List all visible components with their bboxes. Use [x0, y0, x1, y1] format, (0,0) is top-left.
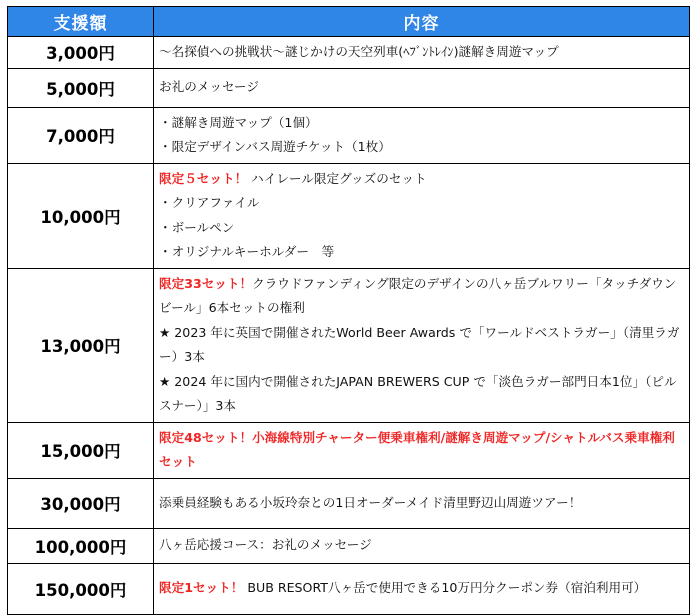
content-line: ・謎解き周遊マップ（1個） — [159, 114, 318, 130]
content-line: ・オリジナルキーホルダー 等 — [159, 244, 335, 259]
content-line: 添乗員経験もある小坂玲奈との1日オーダーメイド清里野辺山周遊ツアー！ — [159, 494, 582, 510]
content-line: 限定５セット！ ハイレール限定グッズのセット — [159, 170, 427, 186]
limited-badge: 限定５セット！ — [159, 170, 248, 186]
amount-cell: 3,000円 — [8, 37, 154, 69]
table-row — [8, 268, 690, 422]
limited-badge: 限定1セット！ — [159, 580, 244, 596]
amount-cell: 15,000円 — [8, 422, 154, 478]
content-cell — [154, 107, 690, 163]
table-row — [8, 422, 690, 478]
table-row — [8, 68, 690, 107]
amount-cell: 7,000円 — [8, 107, 154, 163]
content-line: ・クリアファイル — [159, 195, 260, 210]
content-line: 限定1セット！ BUB RESORT八ヶ岳で使用できる10万円分クーポン券（宿泊利用可） — [159, 580, 647, 596]
content-line: ★ 2024 年に国内で開催されたJAPAN BREWERS CUP で「淡色ラガー部門日本1位」（ピルスナー）」3本 — [159, 373, 677, 413]
header-amount: 支援額 — [8, 7, 154, 37]
content-line: ・ボールペン — [159, 219, 235, 235]
amount-cell: 100,000円 — [8, 528, 154, 563]
content-cell — [154, 563, 690, 614]
amount-cell: 5,000円 — [8, 68, 154, 107]
content-line: ～名探偵への挑戦状～謎じかけの天空列車(ﾍﾌﾞﾝﾄﾚｲﾝ)謎解き周遊マップ — [159, 44, 559, 59]
content-line: ・限定デザインバス周遊チケット（1枚） — [159, 139, 391, 154]
content-cell — [154, 37, 690, 69]
content-cell — [154, 528, 690, 563]
amount-cell: 10,000円 — [8, 163, 154, 268]
content-cell — [154, 68, 690, 107]
table-row — [8, 528, 690, 563]
content-cell — [154, 268, 690, 422]
content-line: お礼のメッセージ — [159, 79, 259, 95]
content-line: 限定33セット！クラウドファンディング限定のデザインの八ヶ岳ブルワリー「タッチダウンビール」6本セットの権利 — [159, 275, 677, 315]
content-line: 八ヶ岳応援コース：お礼のメッセージ — [159, 537, 372, 553]
amount-cell: 13,000円 — [8, 268, 154, 422]
table-row — [8, 37, 690, 69]
content-cell — [154, 163, 690, 268]
limited-badge: 限定48セット！小海線特別チャーター便乗車権利/謎解き周遊マップ/シャトルバス乗車権利セット — [159, 429, 675, 469]
table-row — [8, 563, 690, 614]
table-row — [8, 478, 690, 528]
header-content: 内容 — [154, 7, 690, 37]
amount-cell: 150,000円 — [8, 563, 154, 614]
content-cell — [154, 422, 690, 478]
table-row — [8, 163, 690, 268]
content-line: ★ 2023 年に英国で開催されたWorld Beer Awards で「ワールドベストラガー」（清里ラガー）3本 — [159, 324, 680, 364]
amount-cell: 30,000円 — [8, 478, 154, 528]
support-tier-table — [7, 6, 690, 615]
limited-badge: 限定33セット！ — [159, 275, 253, 291]
table-row — [8, 107, 690, 163]
table-header-row — [8, 7, 690, 37]
content-cell — [154, 478, 690, 528]
